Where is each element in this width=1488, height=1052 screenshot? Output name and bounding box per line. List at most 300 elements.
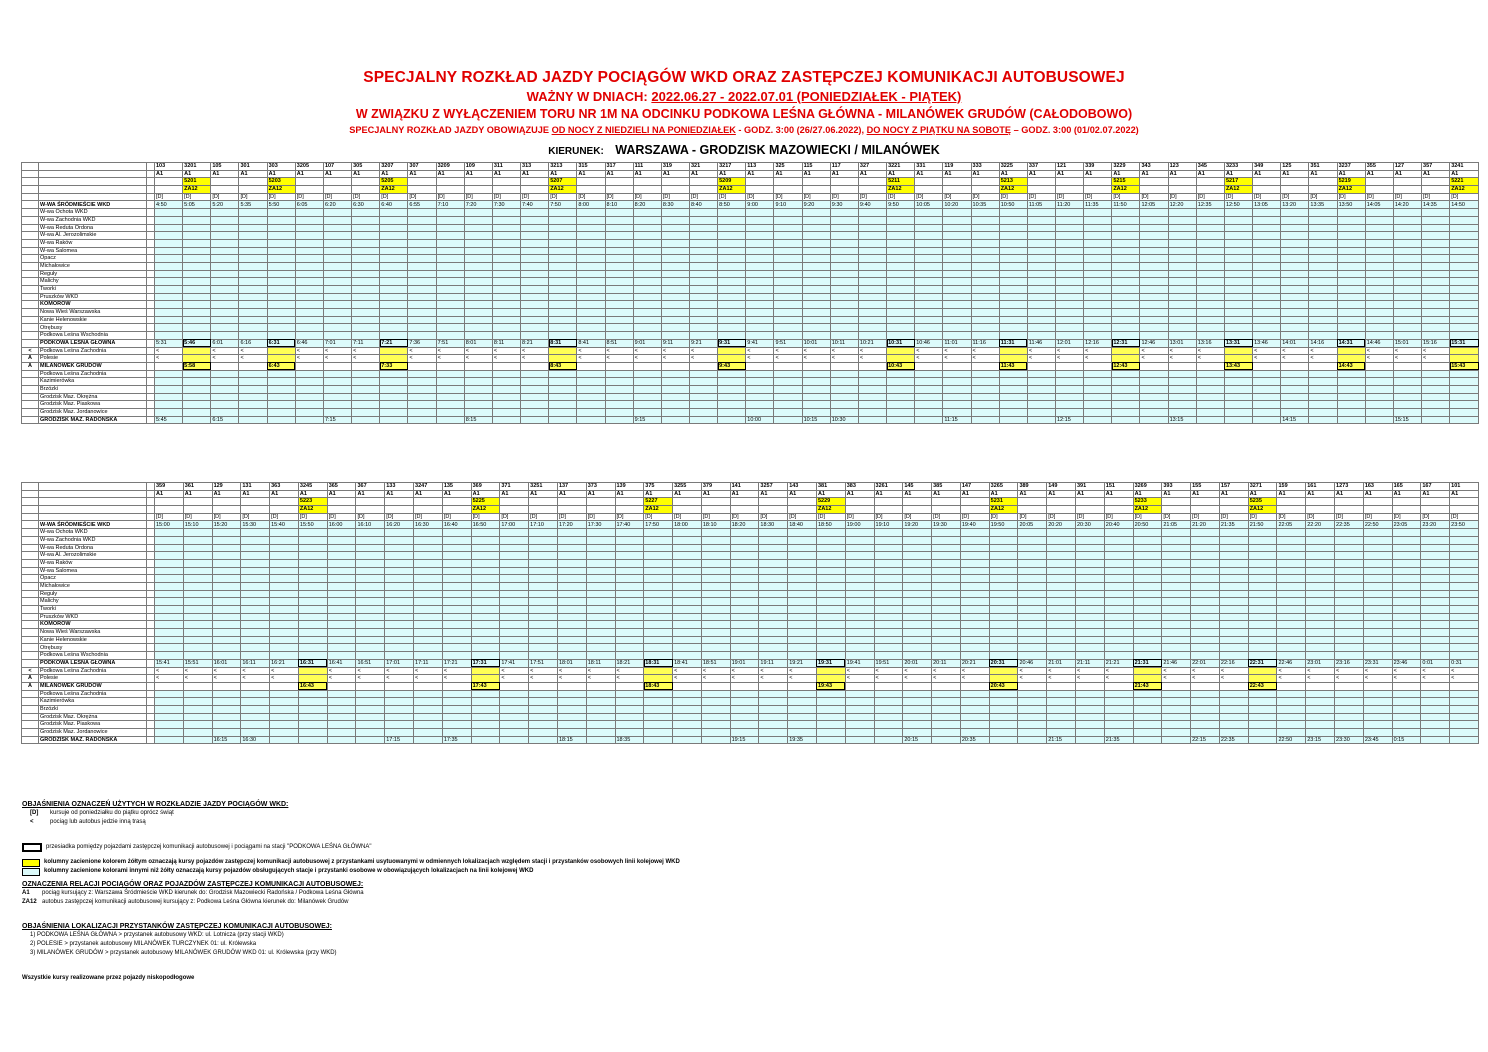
time-cell xyxy=(356,606,385,614)
train-number: 3265 xyxy=(989,483,1018,491)
route-mark-cell: < xyxy=(1168,355,1196,363)
time-cell xyxy=(414,582,443,590)
station-name: Pruszków WKD xyxy=(39,293,147,301)
station-name: W-WA ŚRÓDMIEŚCIE WKD xyxy=(39,521,147,529)
time-cell xyxy=(989,629,1018,637)
time-cell xyxy=(1335,544,1364,552)
bus-relation xyxy=(1393,186,1421,194)
time-cell xyxy=(529,713,558,721)
bus-number xyxy=(1421,498,1450,506)
time-cell xyxy=(633,239,661,247)
time-cell xyxy=(1450,644,1479,652)
time-cell xyxy=(267,262,295,270)
time-cell xyxy=(549,262,577,270)
station-row xyxy=(22,552,1479,560)
time-cell xyxy=(211,324,239,332)
bus-number xyxy=(1277,498,1306,506)
glowna-time: 8:41 xyxy=(577,339,605,347)
relation-code: A1 xyxy=(718,170,746,178)
time-cell xyxy=(557,690,586,698)
time-cell xyxy=(1363,705,1392,713)
relation-code: A1 xyxy=(549,170,577,178)
time-cell xyxy=(1277,575,1306,583)
route-mark-cell: < xyxy=(521,355,549,363)
time-cell xyxy=(1450,309,1479,317)
time-cell xyxy=(414,606,443,614)
bus-relation: ZA12 xyxy=(298,506,327,514)
departure-time: 19:50 xyxy=(989,521,1018,529)
time-cell xyxy=(605,239,633,247)
time-cell xyxy=(633,393,661,401)
route-mark-cell: < xyxy=(327,667,356,675)
station-name: KOMORÓW xyxy=(39,301,147,309)
time-cell xyxy=(1337,232,1365,240)
time-cell xyxy=(1076,598,1105,606)
grudow-time xyxy=(746,362,774,370)
legend-title-relations: OZNACZENIA RELACJI POCIĄGÓW ORAZ POJAZDÓW ZASTĘPCZEJ KOMUNIKACJI AUTOBUSOWEJ: xyxy=(22,881,364,888)
radonska-time: 13:15 xyxy=(1168,416,1196,424)
time-cell xyxy=(1335,705,1364,713)
km-cell xyxy=(147,370,155,378)
route-marker xyxy=(22,529,39,537)
time-cell xyxy=(1306,644,1335,652)
time-cell xyxy=(577,332,605,340)
time-cell xyxy=(816,575,845,583)
time-cell xyxy=(759,606,788,614)
time-cell xyxy=(267,247,295,255)
time-cell xyxy=(436,216,464,224)
relation-code: A1 xyxy=(471,490,500,498)
bus-number: 5217 xyxy=(1224,178,1252,186)
days-code: [D] xyxy=(352,193,380,201)
time-cell xyxy=(644,598,673,606)
time-cell xyxy=(960,575,989,583)
train-number: 337 xyxy=(1027,163,1055,171)
km-cell xyxy=(147,559,155,567)
route-marker xyxy=(22,652,39,660)
time-cell xyxy=(408,270,436,278)
time-cell xyxy=(408,316,436,324)
route-mark-cell: < xyxy=(239,355,267,363)
time-cell xyxy=(1393,262,1421,270)
time-cell xyxy=(183,385,211,393)
train-number: 3205 xyxy=(295,163,323,171)
route-mark-cell: < xyxy=(1309,347,1337,355)
time-cell xyxy=(1027,247,1055,255)
time-cell xyxy=(492,255,520,263)
time-cell xyxy=(816,613,845,621)
departure-time: 15:50 xyxy=(298,521,327,529)
time-cell xyxy=(1450,232,1479,240)
grudow-time xyxy=(1309,362,1337,370)
bus-number xyxy=(689,178,717,186)
time-cell xyxy=(633,209,661,217)
time-cell xyxy=(1393,255,1421,263)
bus-number xyxy=(1162,498,1191,506)
departure-time: 11:20 xyxy=(1056,201,1084,209)
time-cell xyxy=(1162,529,1191,537)
days-code: [D] xyxy=(689,193,717,201)
station-row xyxy=(22,332,1479,340)
bus-relation xyxy=(701,506,730,514)
days-code: [D] xyxy=(380,193,408,201)
time-cell xyxy=(298,636,327,644)
time-cell xyxy=(1168,239,1196,247)
route-marker xyxy=(22,201,39,209)
time-cell xyxy=(529,598,558,606)
time-cell xyxy=(1196,232,1224,240)
grudow-time: 17:43 xyxy=(471,682,500,690)
time-cell xyxy=(1047,652,1076,660)
glowna-time: 6:46 xyxy=(295,339,323,347)
bus-number: 5211 xyxy=(887,178,915,186)
glowna-time: 11:31 xyxy=(999,339,1027,347)
time-cell xyxy=(1421,552,1450,560)
route-mark-cell: < xyxy=(1084,355,1112,363)
time-cell xyxy=(1191,536,1220,544)
time-cell xyxy=(1422,332,1450,340)
time-cell xyxy=(521,224,549,232)
time-cell xyxy=(239,401,267,409)
glowna-time: 0:31 xyxy=(1450,659,1479,667)
time-cell xyxy=(155,582,184,590)
km-cell xyxy=(147,682,155,690)
route-mark-cell: < xyxy=(1365,355,1393,363)
departure-time: 8:30 xyxy=(661,201,689,209)
grudow-time: 21:43 xyxy=(1133,682,1162,690)
time-cell xyxy=(323,278,351,286)
time-cell xyxy=(960,529,989,537)
station-name: Nowa Wieś Warszawska xyxy=(39,629,147,637)
route-mark-cell: < xyxy=(689,355,717,363)
days-code: [D] xyxy=(323,193,351,201)
relation-code: A1 xyxy=(1133,490,1162,498)
time-cell xyxy=(442,713,471,721)
time-cell xyxy=(1162,559,1191,567)
days-code: [D] xyxy=(845,513,874,521)
route-mark-cell: < xyxy=(1196,347,1224,355)
time-cell xyxy=(557,698,586,706)
route-mark-cell: < xyxy=(1191,675,1220,683)
time-cell xyxy=(689,209,717,217)
train-number: 161 xyxy=(1306,483,1335,491)
route-marker xyxy=(22,521,39,529)
time-cell xyxy=(673,536,702,544)
bus-number xyxy=(212,498,241,506)
time-cell xyxy=(830,385,858,393)
time-cell xyxy=(1168,409,1196,417)
time-cell xyxy=(718,309,746,317)
time-cell xyxy=(1277,713,1306,721)
time-cell xyxy=(1076,629,1105,637)
time-cell xyxy=(1047,705,1076,713)
time-cell xyxy=(155,636,184,644)
time-cell xyxy=(746,262,774,270)
time-cell xyxy=(661,309,689,317)
time-cell xyxy=(1168,309,1196,317)
time-cell xyxy=(442,529,471,537)
time-cell xyxy=(1196,216,1224,224)
time-cell xyxy=(774,232,802,240)
time-cell xyxy=(689,286,717,294)
time-cell xyxy=(1365,378,1393,386)
time-cell xyxy=(323,232,351,240)
time-cell xyxy=(689,332,717,340)
time-cell xyxy=(943,286,971,294)
time-cell xyxy=(1168,316,1196,324)
time-cell xyxy=(673,690,702,698)
time-cell xyxy=(858,324,886,332)
km-cell xyxy=(147,621,155,629)
route-mark-cell: < xyxy=(557,675,586,683)
bus-relation xyxy=(1219,506,1248,514)
time-cell xyxy=(689,409,717,417)
route-mark-cell: < xyxy=(442,675,471,683)
km-cell xyxy=(147,690,155,698)
time-cell xyxy=(529,582,558,590)
time-cell xyxy=(746,393,774,401)
time-cell xyxy=(327,559,356,567)
station-row xyxy=(22,667,1479,675)
station-header xyxy=(39,490,147,498)
time-cell xyxy=(1422,301,1450,309)
time-cell xyxy=(1224,224,1252,232)
radonska-time xyxy=(971,416,999,424)
time-cell xyxy=(1196,209,1224,217)
time-cell xyxy=(1133,644,1162,652)
time-cell xyxy=(270,536,299,544)
time-cell xyxy=(327,590,356,598)
time-cell xyxy=(464,401,492,409)
time-cell xyxy=(689,301,717,309)
time-cell xyxy=(1450,552,1479,560)
bus-number xyxy=(183,498,212,506)
train-number: 1273 xyxy=(1335,483,1364,491)
time-cell xyxy=(1084,270,1112,278)
time-cell xyxy=(464,209,492,217)
time-cell xyxy=(270,698,299,706)
time-cell xyxy=(943,316,971,324)
route-mark-cell: < xyxy=(1392,667,1421,675)
time-cell xyxy=(298,621,327,629)
route-marker xyxy=(22,209,39,217)
route-mark-cell: < xyxy=(1392,675,1421,683)
bus-number xyxy=(577,178,605,186)
relation-code: A1 xyxy=(830,170,858,178)
time-cell xyxy=(380,209,408,217)
time-cell xyxy=(1335,729,1364,737)
time-cell xyxy=(989,536,1018,544)
time-cell xyxy=(1076,644,1105,652)
relation-code: A1 xyxy=(759,490,788,498)
time-cell xyxy=(1392,552,1421,560)
bus-relation xyxy=(1084,186,1112,194)
train-number: 319 xyxy=(661,163,689,171)
radonska-time xyxy=(1337,416,1365,424)
time-cell xyxy=(239,262,267,270)
days-code: [D] xyxy=(155,193,183,201)
time-cell xyxy=(605,309,633,317)
days-code: [D] xyxy=(1162,513,1191,521)
time-cell xyxy=(1393,378,1421,386)
bus-relation xyxy=(915,186,943,194)
time-cell xyxy=(1281,239,1309,247)
relation-code: A1 xyxy=(932,490,961,498)
time-cell xyxy=(774,401,802,409)
time-cell xyxy=(718,232,746,240)
time-cell xyxy=(577,224,605,232)
relation-code: A1 xyxy=(155,490,184,498)
glowna-time: 16:21 xyxy=(270,659,299,667)
time-cell xyxy=(1450,324,1479,332)
relation-code: A1 xyxy=(212,490,241,498)
time-cell xyxy=(323,409,351,417)
time-cell xyxy=(1450,216,1479,224)
route-mark-cell: < xyxy=(211,355,239,363)
time-cell xyxy=(746,224,774,232)
time-cell xyxy=(1248,598,1277,606)
time-cell xyxy=(701,690,730,698)
station-row xyxy=(22,355,1479,363)
time-cell xyxy=(1335,598,1364,606)
station-row xyxy=(22,559,1479,567)
time-cell xyxy=(661,370,689,378)
time-cell xyxy=(887,332,915,340)
time-cell xyxy=(1018,575,1047,583)
km-cell xyxy=(147,393,155,401)
time-cell xyxy=(212,652,241,660)
time-cell xyxy=(932,690,961,698)
km-cell xyxy=(147,339,155,347)
station-name: Brzózki xyxy=(39,705,147,713)
time-cell xyxy=(887,301,915,309)
bus-number xyxy=(414,498,443,506)
time-cell xyxy=(1162,652,1191,660)
time-cell xyxy=(874,567,903,575)
time-cell xyxy=(1104,536,1133,544)
time-cell xyxy=(1421,598,1450,606)
time-cell xyxy=(1363,629,1392,637)
time-cell xyxy=(1277,613,1306,621)
bus-relation xyxy=(414,506,443,514)
time-cell xyxy=(661,232,689,240)
time-cell xyxy=(521,278,549,286)
departure-time: 8:40 xyxy=(689,201,717,209)
time-cell xyxy=(673,552,702,560)
time-cell xyxy=(615,598,644,606)
train-number: 117 xyxy=(830,163,858,171)
grudow-time: 5:58 xyxy=(183,362,211,370)
bus-relation xyxy=(239,186,267,194)
time-cell xyxy=(380,301,408,309)
station-name: Reguły xyxy=(39,590,147,598)
time-cell xyxy=(1018,544,1047,552)
train-number: 141 xyxy=(730,483,759,491)
time-cell xyxy=(155,278,183,286)
time-cell xyxy=(1450,652,1479,660)
km-cell xyxy=(147,636,155,644)
time-cell xyxy=(943,409,971,417)
time-cell xyxy=(1422,409,1450,417)
time-cell xyxy=(1450,629,1479,637)
train-number: 345 xyxy=(1196,163,1224,171)
time-cell xyxy=(605,324,633,332)
route-mark-cell: < xyxy=(858,347,886,355)
route-marker: < xyxy=(22,347,39,355)
time-cell xyxy=(323,316,351,324)
time-cell xyxy=(788,559,817,567)
time-cell xyxy=(1168,378,1196,386)
validity-line xyxy=(0,88,1488,106)
bus-relation xyxy=(211,186,239,194)
days-code: [D] xyxy=(1393,193,1421,201)
time-cell xyxy=(352,293,380,301)
time-cell xyxy=(267,286,295,294)
grudow-time xyxy=(1084,362,1112,370)
time-cell xyxy=(155,262,183,270)
time-cell xyxy=(1104,721,1133,729)
time-cell xyxy=(183,713,212,721)
time-cell xyxy=(673,559,702,567)
time-cell xyxy=(414,590,443,598)
train-number: 315 xyxy=(577,163,605,171)
bus-number: 5201 xyxy=(183,178,211,186)
time-cell xyxy=(1337,309,1365,317)
relation-code: A1 xyxy=(356,490,385,498)
route-mark-cell: < xyxy=(874,667,903,675)
grudow-time xyxy=(211,362,239,370)
time-cell xyxy=(385,690,414,698)
radonska-time xyxy=(1112,416,1140,424)
time-cell xyxy=(183,729,212,737)
time-cell xyxy=(1224,278,1252,286)
departure-time: 22:05 xyxy=(1277,521,1306,529)
time-cell xyxy=(774,378,802,386)
time-cell xyxy=(1056,224,1084,232)
departure-time: 8:00 xyxy=(577,201,605,209)
time-cell xyxy=(380,278,408,286)
grudow-time: 11:43 xyxy=(999,362,1027,370)
bus-number xyxy=(615,498,644,506)
glowna-time: 18:21 xyxy=(615,659,644,667)
time-cell xyxy=(845,729,874,737)
time-cell xyxy=(1392,721,1421,729)
time-cell xyxy=(1112,270,1140,278)
departure-time: 23:20 xyxy=(1421,521,1450,529)
route-mark-cell: < xyxy=(1335,667,1364,675)
train-number: 145 xyxy=(903,483,932,491)
departure-time: 17:40 xyxy=(615,521,644,529)
radonska-time xyxy=(759,736,788,744)
time-cell xyxy=(701,621,730,629)
glowna-time: 9:11 xyxy=(661,339,689,347)
station-header xyxy=(39,506,147,514)
days-code: [D] xyxy=(1056,193,1084,201)
time-cell xyxy=(529,644,558,652)
glowna-time: 10:01 xyxy=(802,339,830,347)
time-cell xyxy=(211,216,239,224)
grudow-time xyxy=(408,362,436,370)
time-cell xyxy=(960,713,989,721)
relation-code: A1 xyxy=(298,490,327,498)
bus-number xyxy=(492,178,520,186)
time-cell xyxy=(1337,247,1365,255)
glowna-time: 15:01 xyxy=(1393,339,1421,347)
time-cell xyxy=(1281,247,1309,255)
time-cell xyxy=(943,401,971,409)
time-cell xyxy=(408,239,436,247)
time-cell xyxy=(971,309,999,317)
